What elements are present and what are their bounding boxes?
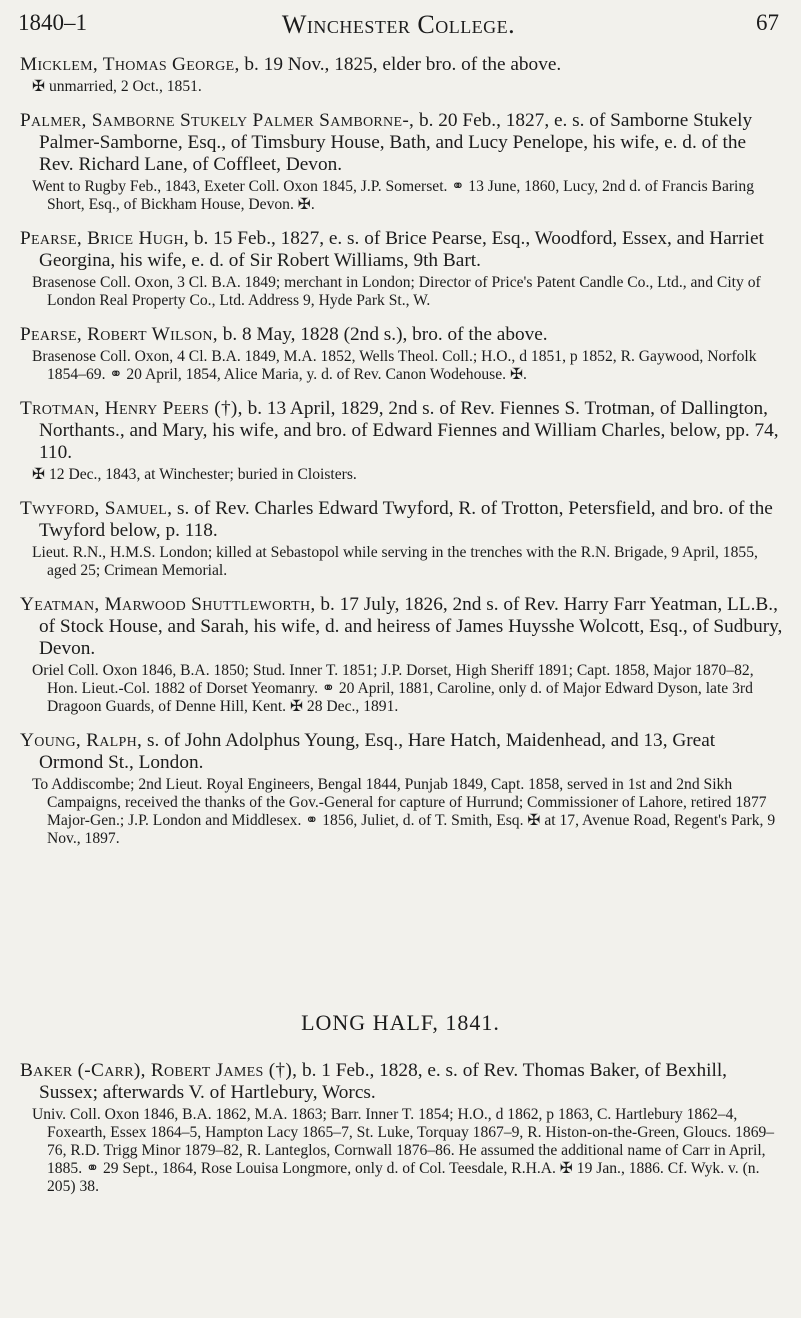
entry-heading <box>0 730 801 774</box>
entry-parentage: b. 20 Feb., 1827, e. s. of Samborne Stukely Palmer-Samborne, Esq., of Timsbury House, Bath, and Lucy Penelope, his wife, e. d. of the Rev. Richard Lane, of Coffleet, Devon. <box>39 110 753 175</box>
entry-name: Pearse, Brice Hugh, <box>20 228 190 249</box>
register-entry <box>0 730 801 848</box>
entry-heading <box>0 1060 801 1104</box>
section-heading: LONG HALF, 1841. <box>301 1010 500 1035</box>
entry-career: Oriel Coll. Oxon 1846, B.A. 1850; Stud. Inner T. 1851; J.P. Dorset, High Sheriff 1891; Capt. 1858, Major 1870–82, Hon. Lieut.-Col. 1882 of Dorset Yeomanry. ⚭ 20 April, 1881, Caroline, only d. of Major Edward Dyson, late 3rd Dragoon Guards, of Denne Hill, Kent. ✠ 28 Dec., 1891. <box>32 662 754 715</box>
register-entry <box>0 1060 801 1196</box>
page-header <box>18 6 779 46</box>
entry-parentage: b. 13 April, 1829, 2nd s. of Rev. Fiennes S. Trotman, of Dallington, Northants., and Mary, his wife, and bro. of Edward Fiennes and William Charles, below, pp. 74, 110. <box>39 398 779 463</box>
entry-parentage: s. of John Adolphus Young, Esq., Hare Hatch, Maidenhead, and 13, Great Ormond St., London. <box>39 730 716 773</box>
entry-parentage: b. 17 July, 1826, 2nd s. of Rev. Harry Farr Yeatman, LL.B., of Stock House, and Sarah, his wife, d. and heiress of James Huysshe Wolcott, Esq., of Sudbury, Devon. <box>39 594 783 659</box>
entry-parentage: s. of Rev. Charles Edward Twyford, R. of Trotton, Petersfield, and bro. of the Twyford below, p. 118. <box>39 498 773 541</box>
register-entry <box>0 228 801 310</box>
entry-parentage: b. 1 Feb., 1828, e. s. of Rev. Thomas Baker, of Bexhill, Sussex; afterwards V. of Hartlebury, Worcs. <box>39 1060 727 1103</box>
register-entry <box>0 594 801 716</box>
entry-heading <box>0 498 801 542</box>
entry-death-note: ✠ unmarried, 2 Oct., 1851. <box>32 78 202 95</box>
register-entry <box>0 110 801 214</box>
entry-parentage: b. 15 Feb., 1827, e. s. of Brice Pearse, Esq., Woodford, Essex, and Harriet Georgina, his wife, e. d. of Sir Robert Williams, 9th Bart. <box>39 228 764 271</box>
entry-heading <box>0 110 801 176</box>
entry-career: To Addiscombe; 2nd Lieut. Royal Engineers, Bengal 1844, Punjab 1849, Capt. 1858, served in 1st and 2nd Sikh Campaigns, received the thanks of the Gov.-General for capture of Hurrund; Commissioner of Lahore, retired 1877 Major-Gen.; J.P. London and Middlesex. ⚭ 1856, Juliet, d. of T. Smith, Esq. ✠ at 17, Avenue Road, Regent's Park, 9 Nov., 1897. <box>32 776 776 847</box>
entry-heading <box>0 228 801 272</box>
entry-name: Micklem, Thomas George, <box>20 54 240 75</box>
entry-name: Twyford, Samuel, <box>20 498 173 519</box>
entry-parentage: b. 8 May, 1828 (2nd s.), bro. of the above. <box>217 324 548 345</box>
entry-heading <box>0 324 801 346</box>
register-entries <box>0 54 801 862</box>
entry-name: Baker (-Carr), Robert James (†), <box>20 1060 298 1081</box>
entry-career: Went to Rugby Feb., 1843, Exeter Coll. Oxon 1845, J.P. Somerset. ⚭ 13 June, 1860, Lucy, 2nd d. of Francis Baring Short, Esq., of Bickham House, Devon. ✠. <box>32 178 754 213</box>
entry-name: Yeatman, Marwood Shuttleworth, <box>20 594 316 615</box>
entry-name: Trotman, Henry Peers (†), <box>20 398 243 419</box>
register-entry <box>0 54 801 96</box>
entry-name: Palmer, Samborne Stukely Palmer Samborne-, <box>20 110 415 131</box>
register-entries-long-half <box>0 1060 801 1210</box>
entry-heading <box>0 54 801 76</box>
entry-career: Brasenose Coll. Oxon, 4 Cl. B.A. 1849, M.A. 1852, Wells Theol. Coll.; H.O., d 1851, p 1852, R. Gaywood, Norfolk 1854–69. ⚭ 20 April, 1854, Alice Maria, y. d. of Rev. Canon Wodehouse. ✠. <box>32 348 757 383</box>
entry-career: Univ. Coll. Oxon 1846, B.A. 1862, M.A. 1863; Barr. Inner T. 1854; H.O., d 1862, p 1863, C. Hartlebury 1862–4, Foxearth, Essex 1864–5, Hampton Lacy 1865–7, St. Luke, Torquay 1867–9, R. Histon-on-the-Green, Gloucs. 1869–76, R.D. Trigg Minor 1879–82, R. Lanteglos, Cornwall 1876–86. He assumed the additional name of Carr in April, 1885. ⚭ 29 Sept., 1864, Rose Louisa Longmore, only d. of Col. Teesdale, R.H.A. ✠ 19 Jan., 1886. Cf. Wyk. v. (n. 205) 38. <box>32 1106 775 1195</box>
page-number: 67 <box>756 10 779 35</box>
register-entry <box>0 398 801 484</box>
register-entry <box>0 324 801 384</box>
entry-death-note: ✠ 12 Dec., 1843, at Winchester; buried in Cloisters. <box>32 466 357 483</box>
entry-career: Lieut. R.N., H.M.S. London; killed at Sebastopol while serving in the trenches with the R.N. Brigade, 9 April, 1855, aged 25; Crimean Memorial. <box>32 544 758 579</box>
entry-heading <box>0 594 801 660</box>
entry-name: Pearse, Robert Wilson, <box>20 324 218 345</box>
register-entry <box>0 498 801 580</box>
header-title: Winchester College. <box>281 10 516 39</box>
entry-career: Brasenose Coll. Oxon, 3 Cl. B.A. 1849; merchant in London; Director of Price's Patent Candle Co., Ltd., and City of London Real Property Co., Ltd. Address 9, Hyde Park St., W. <box>32 274 761 309</box>
entry-parentage: b. 19 Nov., 1825, elder bro. of the above. <box>239 54 562 75</box>
entry-heading <box>0 398 801 464</box>
header-year: 1840–1 <box>18 10 87 35</box>
entry-name: Young, Ralph, <box>20 730 143 751</box>
